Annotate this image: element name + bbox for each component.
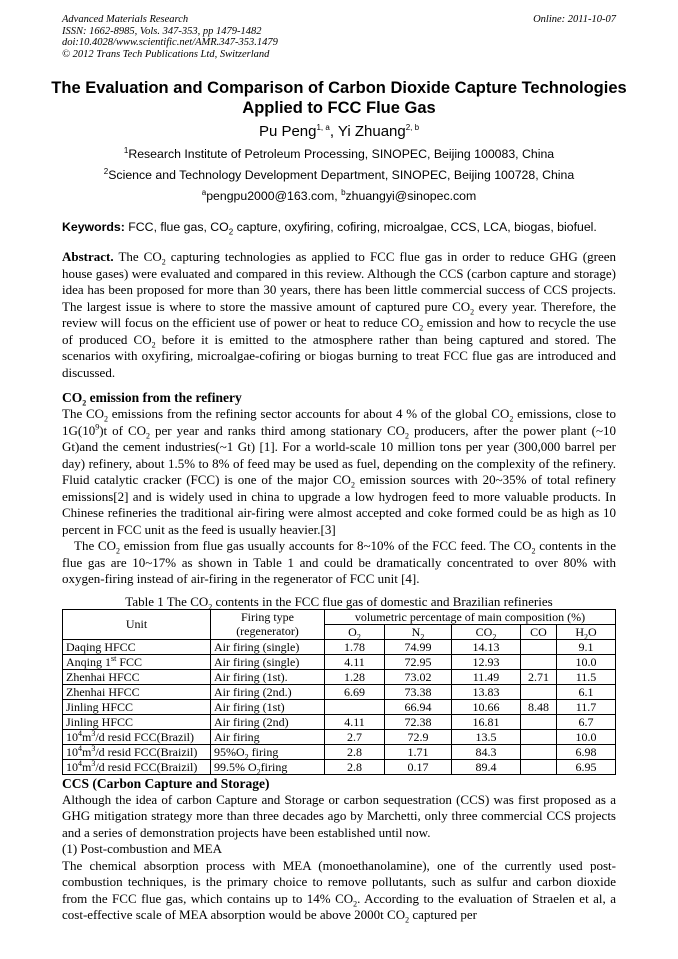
- cell-value: 4.11: [325, 654, 385, 669]
- subscript: 2: [492, 631, 497, 641]
- cell-unit: [63, 729, 211, 744]
- cell-value: 72.38: [385, 714, 452, 729]
- cell-value: 2.8: [325, 744, 385, 759]
- cell-value: 1.71: [385, 744, 452, 759]
- text-segment: m: [82, 744, 92, 759]
- text-segment: CO: [475, 624, 493, 639]
- abstract: [62, 249, 616, 381]
- cell-firing-type: [211, 699, 325, 714]
- text-segment: 99.5% O: [214, 759, 257, 774]
- cell-firing-type: [211, 669, 325, 684]
- subscript: 2: [208, 602, 213, 612]
- text-segment: m: [82, 729, 92, 744]
- subsection-heading: [62, 841, 616, 858]
- text-segment: . According to the evaluation of Straelen et al, a cost-effective scale of MEA absorption would be above 2000t CO: [62, 890, 616, 922]
- table-caption: [62, 593, 616, 612]
- body-paragraph: [62, 538, 616, 588]
- cell-value: 10.0: [557, 729, 616, 744]
- text-segment: capturing technologies as applied to FCC flue gas in order to reduce GHG (green house gases) were evaluated and compared in this review. Although the CCS (carbon capture and storage) idea has been proposed for more than 30 years, there has been little commercial success of CCS projects. The largest issue is where to store the massive amount of captured pure CO: [62, 249, 616, 314]
- cell-value: 10.66: [452, 699, 521, 714]
- text-segment: 10: [66, 729, 78, 744]
- superscript: b: [341, 187, 346, 197]
- text-segment: Air firing: [214, 729, 260, 744]
- cell-value: 6.7: [557, 714, 616, 729]
- text-segment: Air firing (1st).: [214, 669, 288, 684]
- text-segment: The CO: [62, 406, 105, 421]
- superscript: st: [111, 653, 117, 663]
- cell-value: 12.93: [452, 654, 521, 669]
- cell-value: 13.83: [452, 684, 521, 699]
- superscript: 4: [78, 758, 82, 768]
- text-segment: Table 1 The CO: [125, 593, 209, 609]
- cell-value: [325, 699, 385, 714]
- cell-value: 0.17: [385, 759, 452, 774]
- cell-unit: [63, 714, 211, 729]
- header-component: [557, 624, 616, 639]
- cell-value: [521, 684, 557, 699]
- cell-value: 66.94: [385, 699, 452, 714]
- superscript: 9: [95, 422, 100, 432]
- text-segment: )t of CO: [99, 422, 147, 438]
- text-segment: every year. Therefore, the review will focus on the efficient use of power or heat to reduce CO: [62, 298, 616, 330]
- superscript: 2, b: [405, 123, 420, 132]
- cell-value: 16.81: [452, 714, 521, 729]
- table-1: [62, 594, 616, 775]
- cell-value: 6.95: [557, 759, 616, 774]
- cell-firing-type: [211, 714, 325, 729]
- cell-value: 84.3: [452, 744, 521, 759]
- text-segment: N: [411, 624, 421, 639]
- subscript: 2: [356, 631, 361, 641]
- text-segment: firing: [248, 744, 279, 759]
- text-segment: Air firing (single): [214, 639, 300, 654]
- section-ccs: [62, 775, 616, 924]
- text-segment: Jinling HFCC: [66, 714, 134, 729]
- cell-value: 73.38: [385, 684, 452, 699]
- cell-value: [521, 714, 557, 729]
- text-segment: zhuangyi@sinopec.com: [345, 189, 477, 203]
- text-segment: The chemical absorption process with MEA (monoethanolamine), one of the currently used post-combustion techniques, is the primary choice to remove pollutants, such as sulfur and carbon dioxide from the FCC flue gas, which contains up to 14% CO: [62, 857, 616, 906]
- header-firing-type: Firing type (regenerator): [211, 609, 325, 639]
- subscript: 2: [419, 323, 424, 333]
- body-paragraph: [62, 792, 616, 842]
- cell-value: 11.5: [557, 669, 616, 684]
- text-segment: Anqing 1: [66, 654, 111, 669]
- subscript: 2: [531, 546, 536, 556]
- cell-value: 73.02: [385, 669, 452, 684]
- body-paragraph: [62, 858, 616, 924]
- cell-value: 72.95: [385, 654, 452, 669]
- subscript: 2: [405, 915, 410, 925]
- superscript: 3: [91, 728, 96, 738]
- text-segment: emissions, close to 1G(10: [62, 406, 616, 438]
- cell-value: 2.8: [325, 759, 385, 774]
- text-segment: Air firing (single): [214, 654, 300, 669]
- journal-info: [62, 14, 278, 60]
- superscript: 1: [123, 145, 129, 155]
- header-composition: volumetric percentage of main composition (%): [325, 609, 616, 624]
- superscript: 2: [103, 166, 109, 176]
- subscript: 2: [82, 398, 87, 408]
- cell-value: [521, 654, 557, 669]
- subscript: 2: [256, 766, 261, 776]
- superscript: a: [201, 187, 207, 197]
- text-segment: (1) Post-combustion and MEA: [62, 841, 222, 856]
- cell-unit: [63, 654, 211, 669]
- text-segment: Pu Peng: [258, 123, 317, 140]
- header-component: [325, 624, 385, 639]
- text-segment: Science and Technology Development Department, SINOPEC, Beijing 100728, China: [108, 168, 575, 182]
- text-segment: Jinling HFCC: [66, 699, 134, 714]
- affiliation-1: [40, 146, 638, 163]
- text-segment: m: [82, 759, 92, 774]
- subscript: 2: [470, 307, 475, 317]
- subscript: 2: [244, 751, 249, 761]
- table-row: [63, 669, 616, 684]
- table-row: [63, 699, 616, 714]
- cell-value: 8.48: [521, 699, 557, 714]
- table-row: [63, 759, 616, 774]
- cell-value: 72.9: [385, 729, 452, 744]
- cell-value: 6.1: [557, 684, 616, 699]
- text-segment: CCS (Carbon Capture and Storage): [62, 775, 270, 791]
- cell-value: [521, 729, 557, 744]
- cell-unit: [63, 669, 211, 684]
- superscript: 3: [91, 743, 96, 753]
- text-segment: Zhenhai HFCC: [66, 684, 140, 699]
- text-segment: Research Institute of Petroleum Processing, SINOPEC, Beijing 100083, China: [128, 147, 555, 161]
- journal-line: © 2012 Trans Tech Publications Ltd, Switzerland: [62, 48, 270, 60]
- section-co2-emission: [62, 389, 616, 588]
- subscript: 2: [104, 414, 109, 424]
- text-segment: 95%O: [214, 744, 245, 759]
- text-segment: /d resid FCC(Brazil): [95, 729, 194, 744]
- text-segment: , Yi Zhuang: [329, 123, 406, 140]
- cell-firing-type: [211, 654, 325, 669]
- table-row: [63, 714, 616, 729]
- cell-value: 14.13: [452, 639, 521, 654]
- text-segment: producers, after the power plant (~10 Gt)and the cement industries(~1 Gt) [1]. For a world-scale 10 million tons per year (300,000 barrel per day) refinery, about 1.5% to 8% of feed may be used as fuel, depending on the complexity of the refinery. Fluid catalytic cracker (FCC) is one of the major CO: [62, 422, 616, 487]
- co2-content-table: [62, 609, 616, 775]
- header-component: [452, 624, 521, 639]
- cell-firing-type: [211, 759, 325, 774]
- text-segment: H: [575, 624, 584, 639]
- page-header: [62, 14, 616, 60]
- cell-value: 6.69: [325, 684, 385, 699]
- body-paragraph: [62, 406, 616, 538]
- table-row: [63, 639, 616, 654]
- journal-line: Advanced Materials Research: [62, 14, 189, 25]
- cell-value: 89.4: [452, 759, 521, 774]
- text-segment: /d resid FCC(Braizil): [95, 759, 198, 774]
- authors: [40, 122, 638, 142]
- cell-value: 74.99: [385, 639, 452, 654]
- paper-title: The Evaluation and Comparison of Carbon Dioxide Capture Technologies Applied to FCC Flue Gas: [51, 79, 627, 117]
- cell-value: 1.78: [325, 639, 385, 654]
- cell-unit: [63, 744, 211, 759]
- superscript: 4: [78, 728, 82, 738]
- text-segment: captured per: [409, 907, 477, 922]
- text-segment: per year and ranks third among stationary CO: [150, 422, 406, 438]
- author-emails: [40, 188, 638, 205]
- header-component: [385, 624, 452, 639]
- text-segment: contents in the FCC flue gas of domestic and Brazilian refineries: [212, 593, 553, 609]
- text-segment: emissions from the refining sector accounts for about 4 % of the global CO: [108, 406, 510, 421]
- text-segment: Daqing HFCC: [66, 639, 136, 654]
- online-date: Online: 2011-10-07: [533, 14, 616, 25]
- bold-label: Abstract.: [62, 249, 114, 264]
- cell-firing-type: [211, 684, 325, 699]
- text-segment: emission and how to recycle the use of produced CO: [62, 315, 617, 347]
- section-heading: [62, 389, 616, 406]
- cell-value: [521, 639, 557, 654]
- text-segment: capture, oxyfiring, cofiring, microalgae, CCS, LCA, biogas, biofuel.: [233, 220, 597, 234]
- superscript: 3: [91, 758, 96, 768]
- cell-unit: [63, 759, 211, 774]
- cell-value: 13.5: [452, 729, 521, 744]
- subscript: 2: [146, 431, 151, 441]
- keywords: [62, 219, 616, 235]
- subscript: 2: [228, 227, 234, 237]
- cell-value: 11.49: [452, 669, 521, 684]
- cell-value: 2.7: [325, 729, 385, 744]
- text-segment: The CO: [74, 538, 116, 553]
- text-segment: Air firing (2nd): [214, 714, 289, 729]
- table-row: [63, 654, 616, 669]
- subscript: 2: [350, 480, 355, 490]
- cell-firing-type: [211, 744, 325, 759]
- text-segment: before it is emitted to the atmosphere rather than being captured and stored. The scenarios with oxyfiring, microalgae-cofiring or biogas burning to treat FCC flue gas are introduced and discussed.: [62, 331, 616, 380]
- text-segment: O: [588, 624, 597, 639]
- cell-firing-type: [211, 729, 325, 744]
- cell-value: [521, 759, 557, 774]
- cell-firing-type: [211, 639, 325, 654]
- journal-line: doi:10.4028/www.scientific.net/AMR.347-353.1479: [62, 37, 278, 48]
- text-segment: Zhenhai HFCC: [66, 669, 140, 684]
- text-segment: The CO: [113, 249, 162, 264]
- cell-value: 10.0: [557, 654, 616, 669]
- header-component: [521, 624, 557, 639]
- text-segment: emission sources with 20~35% of total refinery emissions[2] and is widely used in china to upgrade a low hydrogen feed to more valuable products. In Chinese refineries the traditional air-firing were almost accepted and coke formed could be as high as 10 percent in FCC unit as the feed is usually heavier.[3]: [62, 472, 616, 537]
- subscript: 2: [420, 631, 425, 641]
- cell-value: 1.28: [325, 669, 385, 684]
- text-segment: 10: [66, 759, 78, 774]
- table-row: [63, 729, 616, 744]
- subscript: 2: [151, 340, 156, 350]
- subscript: 2: [161, 257, 166, 267]
- cell-unit: [63, 699, 211, 714]
- text-segment: Air firing (1st): [214, 699, 285, 714]
- cell-value: 2.71: [521, 669, 557, 684]
- text-segment: CO: [62, 390, 83, 405]
- text-segment: Air firing (2nd.): [214, 684, 292, 699]
- text-segment: 10: [66, 744, 78, 759]
- cell-value: 9.1: [557, 639, 616, 654]
- text-segment: O: [348, 624, 357, 639]
- subscript: 2: [584, 631, 588, 641]
- text-segment: Although the idea of carbon Capture and Storage or carbon sequestration (CCS) was first proposed as a GHG mitigation strategy more than three decades ago by Marchetti, only three commercial CCS projects and a series of demonstration projects have been established until now.: [62, 791, 616, 840]
- text-segment: CO: [530, 624, 547, 639]
- superscript: 4: [78, 743, 82, 753]
- bold-label: Keywords:: [62, 220, 125, 234]
- journal-line: ISSN: 1662-8985, Vols. 347-353, pp 1479-1482: [62, 25, 262, 37]
- superscript: 1, a: [316, 123, 330, 132]
- abstract-paragraph: [62, 249, 616, 381]
- cell-value: 6.98: [557, 744, 616, 759]
- section-heading: [62, 775, 616, 792]
- text-segment: firing: [260, 759, 288, 774]
- cell-value: 11.7: [557, 699, 616, 714]
- text-segment: FCC: [116, 654, 143, 669]
- cell-unit: [63, 684, 211, 699]
- cell-value: [521, 744, 557, 759]
- table-row: [63, 744, 616, 759]
- text-segment: emission from flue gas usually accounts for 8~10% of the FCC feed. The CO: [120, 538, 532, 553]
- text-segment: pengpu2000@163.com,: [206, 189, 342, 203]
- table-row: [63, 684, 616, 699]
- text-segment: FCC, flue gas, CO: [124, 220, 229, 234]
- subscript: 2: [509, 414, 514, 424]
- text-segment: emission from the refinery: [86, 390, 242, 405]
- subscript: 2: [116, 546, 120, 556]
- subscript: 2: [353, 899, 358, 909]
- subscript: 2: [405, 431, 410, 441]
- cell-unit: [63, 639, 211, 654]
- text-segment: /d resid FCC(Braizil): [95, 744, 198, 759]
- text-segment: contents in the flue gas are 10~17% as shown in Table 1 and could be dramatically concentrated to over 80% with oxygen-firing instead of air-firing in the regenerator of FCC unit [4].: [62, 538, 616, 586]
- cell-value: 4.11: [325, 714, 385, 729]
- header-unit: Unit: [63, 609, 211, 639]
- affiliation-2: [40, 167, 638, 184]
